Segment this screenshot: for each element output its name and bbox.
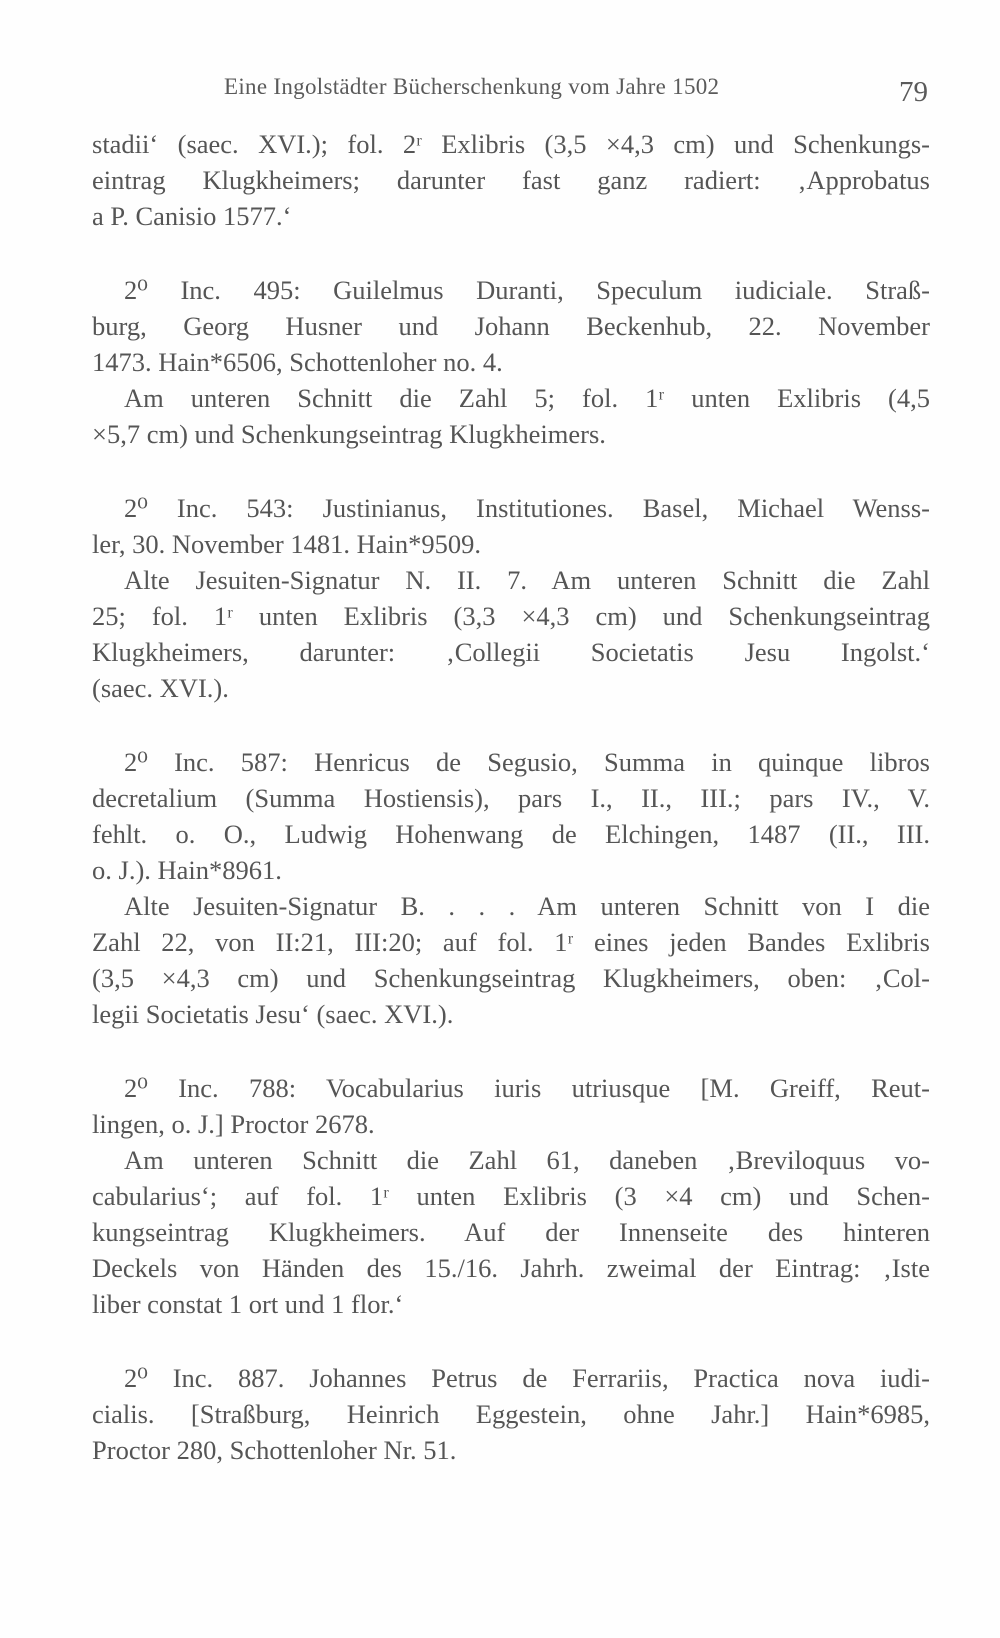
text-line: 2⁰ Inc. 543: Justinianus, Institutiones. Basel, Michael Wenss-	[124, 493, 930, 523]
text-line: Alte Jesuiten-Signatur B. . . . Am unteren Schnitt von I die	[124, 891, 930, 921]
entry-inc-788	[92, 1070, 930, 1322]
body-text	[92, 126, 930, 1468]
text-line: Am unteren Schnitt die Zahl 5; fol. 1ʳ unten Exlibris (4,5	[124, 383, 930, 413]
entry-inc-587	[92, 744, 930, 1032]
text-line: 2⁰ Inc. 495: Guilelmus Duranti, Speculum iudiciale. Straß-	[124, 275, 930, 305]
text-line: 1473. Hain*6506, Schottenloher no. 4.	[92, 347, 503, 377]
running-head	[92, 72, 930, 112]
text-line: cabularius‘; auf fol. 1ʳ unten Exlibris (3 ×4 cm) und Schen-	[92, 1181, 930, 1211]
text-line: kungseintrag Klugkheimers. Auf der Innenseite des hinteren	[92, 1217, 930, 1247]
text-line: a P. Canisio 1577.‘	[92, 201, 292, 231]
text-line: 2⁰ Inc. 788: Vocabularius iuris utriusque [M. Greiff, Reut-	[124, 1073, 930, 1103]
entry-inc-887	[92, 1360, 930, 1468]
text-line: o. J.). Hain*8961.	[92, 855, 282, 885]
running-title: Eine Ingolstädter Bücherschenkung vom Jahre 1502	[224, 74, 720, 99]
text-line: decretalium (Summa Hostiensis), pars I., II., III.; pars IV., V.	[92, 783, 930, 813]
entry-inc-543	[92, 490, 930, 706]
text-line: cialis. [Straßburg, Heinrich Eggestein, ohne Jahr.] Hain*6985,	[92, 1399, 930, 1429]
text-line: legii Societatis Jesu‘ (saec. XVI.).	[92, 999, 454, 1029]
entry-continuation	[92, 126, 930, 234]
text-line: liber constat 1 ort und 1 flor.‘	[92, 1289, 404, 1319]
page-number: 79	[899, 76, 928, 108]
text-line: 2⁰ Inc. 587: Henricus de Segusio, Summa in quinque libros	[124, 747, 930, 777]
text-line: ler, 30. November 1481. Hain*9509.	[92, 529, 481, 559]
text-line: 2⁰ Inc. 887. Johannes Petrus de Ferrariis, Practica nova iudi-	[124, 1363, 930, 1393]
text-line: Klugkheimers, darunter: ‚Collegii Societatis Jesu Ingolst.‘	[92, 637, 930, 667]
entry-inc-495	[92, 272, 930, 452]
text-line: 25; fol. 1ʳ unten Exlibris (3,3 ×4,3 cm) und Schenkungseintrag	[92, 601, 930, 631]
text-line: (3,5 ×4,3 cm) und Schenkungseintrag Klugkheimers, oben: ‚Col-	[92, 963, 930, 993]
text-line: fehlt. o. O., Ludwig Hohenwang de Elchingen, 1487 (II., III.	[92, 819, 930, 849]
text-line: ×5,7 cm) und Schenkungseintrag Klugkheimers.	[92, 419, 606, 449]
text-line: (saec. XVI.).	[92, 673, 229, 703]
text-line: Alte Jesuiten-Signatur N. II. 7. Am unteren Schnitt die Zahl	[124, 565, 930, 595]
text-line: Deckels von Händen des 15./16. Jahrh. zweimal der Eintrag: ‚Iste	[92, 1253, 930, 1283]
text-line: Am unteren Schnitt die Zahl 61, daneben ‚Breviloquus vo-	[124, 1145, 930, 1175]
text-line: Zahl 22, von II:21, III:20; auf fol. 1ʳ eines jeden Bandes Exlibris	[92, 927, 930, 957]
text-line: Proctor 280, Schottenloher Nr. 51.	[92, 1435, 457, 1465]
text-line: lingen, o. J.] Proctor 2678.	[92, 1109, 375, 1139]
text-line: eintrag Klugkheimers; darunter fast ganz radiert: ‚Approbatus	[92, 165, 930, 195]
text-line: stadii‘ (saec. XVI.); fol. 2ʳ Exlibris (3,5 ×4,3 cm) und Schenkungs-	[92, 129, 930, 159]
text-line: burg, Georg Husner und Johann Beckenhub, 22. November	[92, 311, 930, 341]
